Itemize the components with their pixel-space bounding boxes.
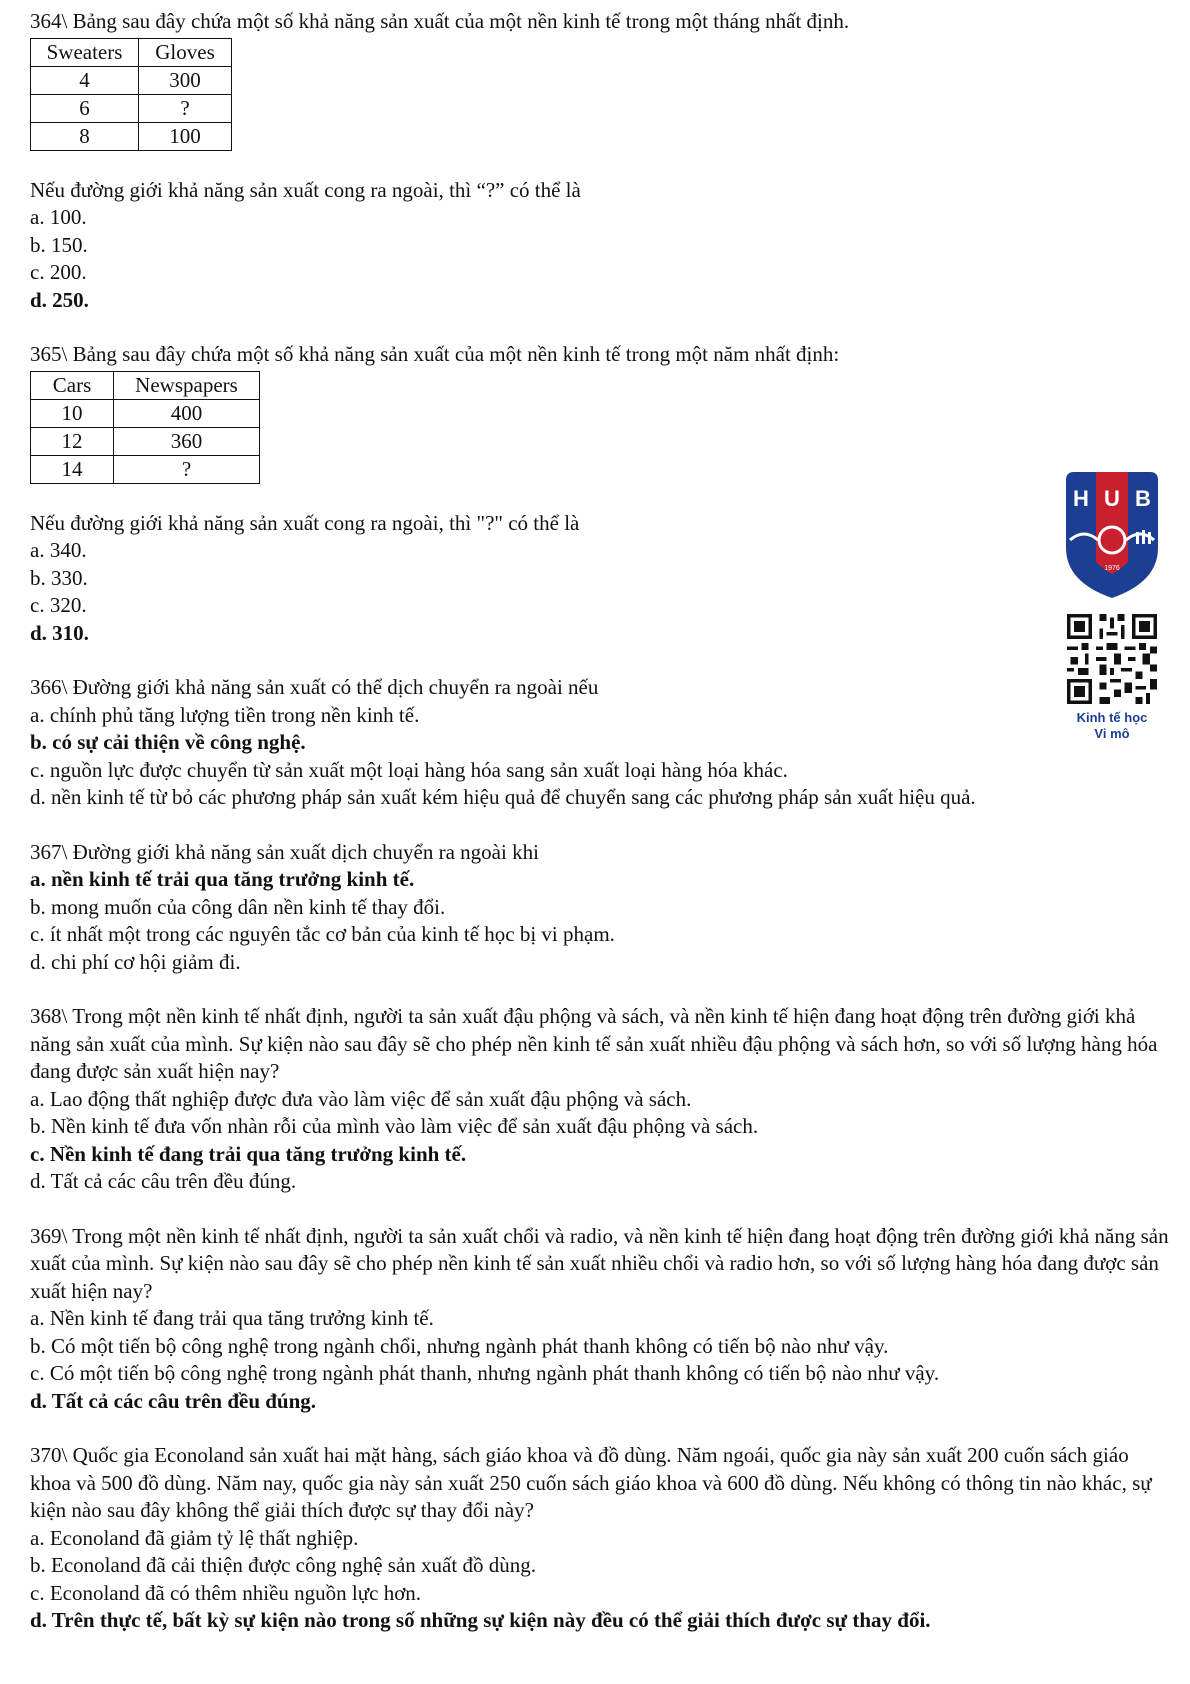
answer-option: a. 100. (30, 205, 87, 229)
table-row (31, 122, 232, 150)
answer-option: c. 320. (30, 593, 87, 617)
production-possibilities-table (30, 371, 260, 484)
table-cell: ? (114, 455, 260, 483)
question-stem: 368\ Trong một nền kinh tế nhất định, người ta sản xuất đậu phộng và sách, và nền kinh tế hiện đang hoạt động trên đường giới khả năng sản xuất của mình. Sự kiện nào sau đây sẽ cho phép nền kinh tế sản xuất nhiều đậu phộng và sách hơn, so với số lượng hàng hóa đang được sản xuất hiện nay? (30, 1004, 1158, 1083)
table-header-cell: Newspapers (114, 371, 260, 399)
question-367 (30, 839, 1170, 977)
correct-answer-option: c. Nền kinh tế đang trải qua tăng trưởng kinh tế. (30, 1141, 467, 1166)
table-header-cell: Cars (31, 371, 114, 399)
logo-caption (1064, 710, 1160, 742)
answer-option: a. Nền kinh tế đang trải qua tăng trưởng kinh tế. (30, 1306, 434, 1330)
answer-option: b. Econoland đã cải thiện được công nghệ sản xuất đồ dùng. (30, 1553, 536, 1577)
hub-university-shield-icon (1064, 470, 1160, 600)
logo-year: 1976 (1104, 565, 1120, 572)
table-cell: 300 (139, 66, 232, 94)
answer-option: b. Có một tiến bộ công nghệ trong ngành chổi, nhưng ngành phát thanh không có tiến bộ nào như vậy. (30, 1333, 889, 1358)
table-row (31, 399, 260, 427)
table-header-cell: Sweaters (31, 38, 139, 66)
table-row (31, 94, 232, 122)
answer-option: b. Nền kinh tế đưa vốn nhàn rỗi của mình vào làm việc để sản xuất đậu phộng và sách. (30, 1114, 759, 1138)
answer-option: c. Econoland đã có thêm nhiều nguồn lực hơn. (30, 1580, 422, 1605)
logo-letter: B (1135, 486, 1151, 511)
table-header-cell: Gloves (139, 38, 232, 66)
answer-option: d. chi phí cơ hội giảm đi. (30, 949, 241, 974)
question-365 (30, 341, 1170, 647)
logo-caption-line: Kinh tế học (1076, 710, 1148, 725)
table-cell: 10 (31, 399, 114, 427)
answer-option: a. chính phủ tăng lượng tiền trong nền kinh tế. (30, 702, 420, 727)
question-368 (30, 1003, 1170, 1196)
answer-option: a. 340. (30, 538, 87, 562)
question-366 (30, 674, 1170, 812)
logo-letter: U (1104, 486, 1120, 511)
table-cell: 14 (31, 455, 114, 483)
table-cell: 4 (31, 66, 139, 94)
logo-letter: H (1073, 486, 1089, 511)
question-stem: 369\ Trong một nền kinh tế nhất định, người ta sản xuất chổi và radio, và nền kinh tế hiện đang hoạt động trên đường giới khả năng sản xuất của mình. Sự kiện nào sau đây sẽ cho phép nền kinh tế sản xuất nhiều chổi và radio hơn, so với số lượng hàng hóa đang được sản xuất hiện nay? (30, 1223, 1169, 1303)
correct-answer-option: b. có sự cải thiện về công nghệ. (30, 730, 306, 754)
document-page (30, 8, 1170, 1662)
answer-option: b. 150. (30, 232, 88, 257)
question-stem: 366\ Đường giới khả năng sản xuất có thể dịch chuyển ra ngoài nếu (30, 675, 599, 699)
table-cell: 100 (139, 122, 232, 150)
table-cell: ? (139, 94, 232, 122)
answer-option: a. Lao động thất nghiệp được đưa vào làm việc để sản xuất đậu phộng và sách. (30, 1086, 692, 1111)
answer-option: d. Tất cả các câu trên đều đúng. (30, 1169, 297, 1193)
answer-option: c. nguồn lực được chuyển từ sản xuất một loại hàng hóa sang sản xuất loại hàng hóa khác. (30, 757, 788, 782)
question-370 (30, 1442, 1170, 1635)
table-cell: 12 (31, 427, 114, 455)
table-row (31, 66, 232, 94)
production-possibilities-table (30, 38, 232, 151)
answer-option: c. Có một tiến bộ công nghệ trong ngành phát thanh, nhưng ngành phát thanh không có tiến bộ nào như vậy. (30, 1361, 940, 1385)
question-stem: 370\ Quốc gia Econoland sản xuất hai mặt hàng, sách giáo khoa và đồ dùng. Năm ngoái, quốc gia này sản xuất 200 cuốn sách giáo khoa và 500 đồ dùng. Năm nay, quốc gia này sản xuất 250 cuốn sách giáo khoa và 600 đồ dùng. Nếu không có thông tin nào khác, sự kiện nào sau đây không thể giải thích được sự thay đổi này? (30, 1443, 1152, 1522)
table-cell: 400 (114, 399, 260, 427)
question-prompt: Nếu đường giới khả năng sản xuất cong ra ngoài, thì “?” có thể là (30, 177, 581, 202)
question-stem: 364\ Bảng sau đây chứa một số khả năng sản xuất của một nền kinh tế trong một tháng nhất định. (30, 9, 850, 33)
correct-answer-option: d. Tất cả các câu trên đều đúng. (30, 1388, 317, 1413)
table-cell: 6 (31, 94, 139, 122)
table-cell: 360 (114, 427, 260, 455)
table-header-row (31, 371, 260, 399)
qr-code-icon (1067, 614, 1157, 704)
answer-option: b. mong muốn của công dân nền kinh tế thay đổi. (30, 894, 446, 919)
correct-answer-option: d. Trên thực tế, bất kỳ sự kiện nào trong số những sự kiện này đều có thể giải thích được sự thay đổi. (30, 1608, 931, 1632)
logo-caption-line: Vi mô (1094, 726, 1130, 741)
question-369 (30, 1223, 1170, 1416)
answer-option: b. 330. (30, 565, 88, 590)
correct-answer-option: a. nền kinh tế trải qua tăng trưởng kinh tế. (30, 867, 415, 891)
answer-option: d. nền kinh tế từ bỏ các phương pháp sản xuất kém hiệu quả để chuyển sang các phương pháp sản xuất hiệu quả. (30, 785, 976, 809)
hub-logo (1064, 470, 1160, 742)
table-row (31, 455, 260, 483)
question-stem: 367\ Đường giới khả năng sản xuất dịch chuyển ra ngoài khi (30, 839, 539, 864)
question-prompt: Nếu đường giới khả năng sản xuất cong ra ngoài, thì "?" có thể là (30, 510, 580, 535)
question-stem: 365\ Bảng sau đây chứa một số khả năng sản xuất của một nền kinh tế trong một năm nhất định: (30, 342, 840, 366)
answer-option: c. ít nhất một trong các nguyên tắc cơ bản của kinh tế học bị vi phạm. (30, 922, 615, 946)
answer-option: a. Econoland đã giảm tỷ lệ thất nghiệp. (30, 1525, 359, 1550)
question-364 (30, 8, 1170, 314)
table-row (31, 427, 260, 455)
table-cell: 8 (31, 122, 139, 150)
answer-option: c. 200. (30, 260, 87, 284)
correct-answer-option: d. 310. (30, 620, 89, 645)
table-header-row (31, 38, 232, 66)
correct-answer-option: d. 250. (30, 287, 89, 312)
